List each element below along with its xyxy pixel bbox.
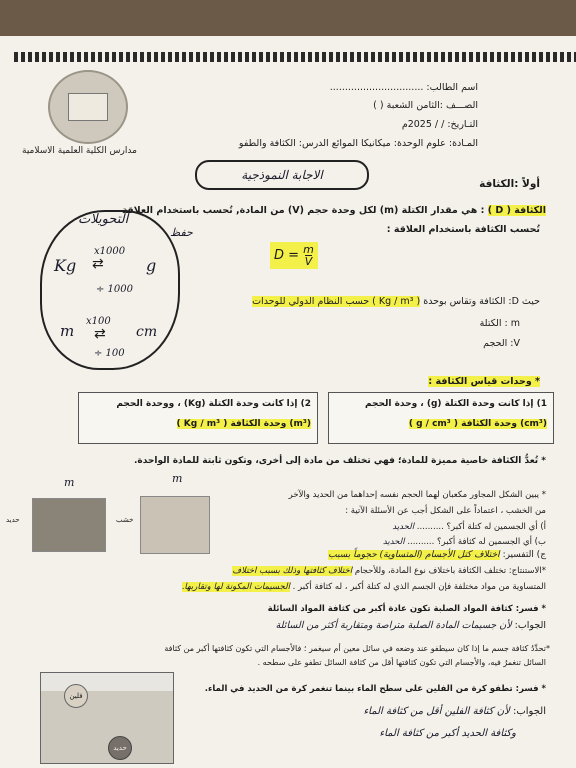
floating-diagram xyxy=(40,672,174,764)
density-formula: $D = \frac{m}{V}$ xyxy=(270,242,318,269)
arrows-row2: ⇄ xyxy=(94,326,106,342)
solids-answer-text: لأن جسيمات المادة الصلبة متراصة ومتقاربة أكثر من السائلة xyxy=(275,620,512,631)
solids-answer xyxy=(276,620,546,631)
formula-numerator: m xyxy=(303,243,314,256)
unit-box1-line2: (cm³) وحدة الكثافة ( g / cm³ ) xyxy=(408,419,547,429)
handnote-title: التحويلات xyxy=(78,212,129,227)
question-a-answer: الحديد xyxy=(392,522,415,532)
cm-label: cm xyxy=(136,324,158,340)
x1000-label: x1000 xyxy=(94,246,126,257)
solids-question: * فسر: كثافة المواد الصلبة تكون عادة أكبر من كثافة المواد السائلة xyxy=(267,604,546,614)
unit-box2-line2: (m³) وحدة الكثافة ( Kg / m³ ) xyxy=(176,419,311,429)
floating-text-2: السائل تنغمرُ فيه، والأجسام التي تكون كثافتها أقل من كثافة السائل تطفو على سطحه . xyxy=(257,658,546,667)
conclusion-line-2 xyxy=(182,582,546,592)
iron-ball: حديد xyxy=(108,736,132,760)
question-b-answer: الحديد xyxy=(382,537,405,547)
calc-label: تُحسب الكثافة باستخدام العلاقة : xyxy=(386,224,540,235)
grade-line: الصـــف :الثامن الشعبة ( ) xyxy=(373,100,478,111)
iron-cube xyxy=(32,498,106,552)
div100-label: ÷ 100 xyxy=(94,348,125,359)
iron-label: حديد xyxy=(6,516,20,524)
date-line: التـاريخ: / / 2025م xyxy=(401,119,478,130)
school-logo xyxy=(48,70,128,144)
cube2-m-label: m xyxy=(172,472,183,485)
floating-question: * فسر: تطفو كرة من الفلين على سطح الماء بينما تنغمر كرة من الحديد في الماء. xyxy=(204,684,546,694)
volume-def: V: الحجم xyxy=(483,338,520,349)
unit-box1-line1: 1) إذا كانت وحدة الكتلة (g) ، وحدة الحجم xyxy=(364,399,547,409)
unit-where xyxy=(252,296,540,307)
wood-label: خشب xyxy=(116,516,134,524)
unit-where-text: حيث D: الكثافة وتقاس بوحدة xyxy=(423,296,540,307)
floating-answer-label: الجواب: xyxy=(512,706,546,717)
g-label: g xyxy=(146,256,157,275)
unit-box2-line1: 2) إذا كانت وحدة الكتلة (Kg) ، ووحدة الحجم xyxy=(116,399,311,409)
conclusion-2-answer: الجسيمات المكونة لها وتقاربها. xyxy=(181,582,290,592)
floating-answer-1 xyxy=(363,706,546,717)
kg-label: Kg xyxy=(54,256,77,275)
unit-box-2 xyxy=(78,392,318,444)
cube1-m-label: m xyxy=(64,476,75,489)
wood-cube xyxy=(140,496,210,554)
school-name: مدارس الكلية العلمية الاسلامية xyxy=(22,146,137,156)
question-intro-1: * يبين الشكل المجاور مكعبان لهما الحجم نفسه إحداهما من الحديد والآخر xyxy=(288,490,546,500)
cork-ball: فلين xyxy=(64,684,88,708)
unit-box-1 xyxy=(328,392,554,444)
question-b xyxy=(383,537,546,547)
question-a xyxy=(392,522,546,532)
question-c-answer: اختلاف كتل الأجسام (المتساوية) حجوماً بسبب xyxy=(328,550,500,560)
student-name: اسم الطالب: ............................... xyxy=(329,82,478,93)
mass-def: m : الكتلة xyxy=(479,318,520,329)
density-def-text: : هي مقدار الكتلة (m) لكل وحدة حجم (V) من المادة, تُحسب باستخدام العلاقة xyxy=(121,205,485,216)
book-icon xyxy=(68,93,108,121)
floating-text-1: *تحدِّدُ كثافة جسم ما إذا كان سيطفو عند وضعه في سائل معين أم سيغمر ؛ فالأجسام التي تكون كثافتها أكبر من كثافة xyxy=(164,644,550,653)
solids-answer-label: الجواب: xyxy=(514,620,546,631)
question-intro-2: من الخشب ، اعتماداً على الشكل أجب عن الأسئلة الآتية : xyxy=(345,506,546,516)
question-c-text: ج) التفسير: xyxy=(502,550,546,560)
density-term: الكثافة ( D ) xyxy=(487,205,546,216)
subject-line: المـادة: علوم الوحدة: ميكانيكا الموائع الدرس: الكثافة والطفو xyxy=(238,138,478,149)
property-text: * تُعدُّ الكثافة خاصية مميزة للمادة؛ فهي تختلف من مادة إلى أخرى، وتكون ثابتة للمادة الواحدة. xyxy=(134,456,546,466)
formula-denominator: V xyxy=(304,255,313,268)
floating-answer-2: وكثافة الحديد أكبر من كثافة الماء xyxy=(379,728,516,739)
question-c xyxy=(328,550,546,560)
m-label: m xyxy=(60,322,75,340)
decorative-border xyxy=(14,52,576,62)
unit-si: ( Kg / m³ ) حسب النظام الدولي للوحدات xyxy=(252,296,421,307)
floating-answer-1-text: لأن كثافة الفلين أقل من كثافة الماء xyxy=(363,706,510,717)
conclusion-line-1 xyxy=(232,566,546,576)
arrows-row1: ⇄ xyxy=(92,256,104,272)
div1000-label: ÷ 1000 xyxy=(96,284,134,295)
conclusion-1-answer: اختلاف كثافتها وذلك بسبب اختلاف xyxy=(232,566,353,576)
water xyxy=(41,691,173,763)
question-a-text: أ) أي الجسمين له كتلة أكبر؟ .......... xyxy=(416,522,546,532)
section-title: أولاً :الكثافة xyxy=(479,178,540,190)
conclusion-1-text: *الاستنتاج: تختلف الكثافة باختلاف نوع المادة، وللأحجام xyxy=(354,566,546,576)
density-definition xyxy=(122,205,546,216)
x100-label: x100 xyxy=(86,316,111,327)
question-b-text: ب) أي الجسمين له كثافة أكبر؟ .......... xyxy=(407,537,546,547)
memorize-label: حفظ xyxy=(170,226,193,239)
conclusion-2-text: المتساوية من مواد مختلفة فإن الجسم الذي له كتلة أكبر ، له كثافة أكبر . xyxy=(292,582,546,592)
answer-key-banner: الاجابة النموذجية xyxy=(195,160,369,190)
units-title: * وحدات قياس الكثافة : xyxy=(428,376,540,387)
